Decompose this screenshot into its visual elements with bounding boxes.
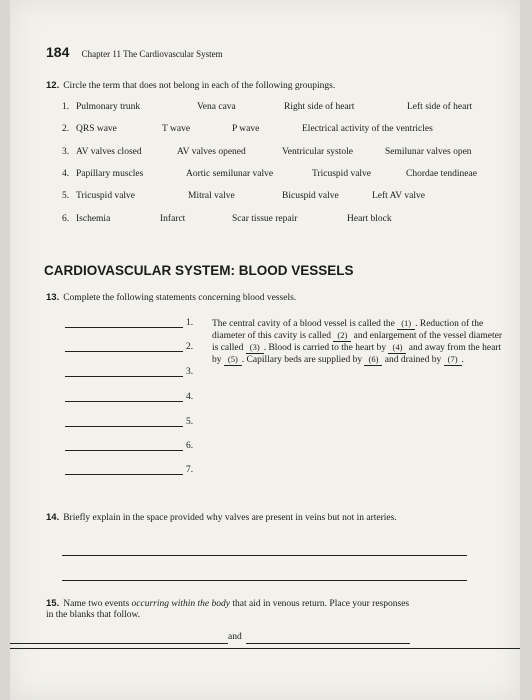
term[interactable]: Pulmonary trunk: [76, 102, 141, 112]
answer-line[interactable]: [246, 643, 410, 644]
term[interactable]: Left AV valve: [372, 191, 425, 201]
paragraph-text: .: [461, 355, 464, 365]
question-text-emphasis: occurring within the body: [131, 599, 230, 609]
page-rule: [10, 648, 520, 649]
blank-number: 1.: [186, 318, 194, 328]
term[interactable]: Infarct: [160, 214, 186, 224]
question-text: Name two events: [63, 599, 132, 609]
question-number: 15.: [46, 598, 60, 609]
answer-blank[interactable]: [65, 367, 183, 377]
grouping-number: 3.: [62, 147, 70, 157]
blank-number: 3.: [186, 367, 194, 377]
question-number: 14.: [46, 512, 60, 523]
grouping-row: [62, 147, 512, 161]
section-title: CARDIOVASCULAR SYSTEM: BLOOD VESSELS: [44, 263, 354, 278]
grouping-number: 2.: [62, 124, 70, 134]
answer-blank[interactable]: [65, 392, 183, 402]
paragraph-text: and enlargement of the vessel diameter is called: [212, 331, 502, 353]
grouping-row: [62, 169, 512, 183]
blank-marker: (2): [333, 330, 351, 342]
answer-blank[interactable]: [65, 441, 183, 451]
term[interactable]: AV valves closed: [76, 147, 142, 157]
paragraph-text: . Reduction of the diameter of this cavity is called: [212, 319, 484, 341]
and-label: and: [228, 632, 242, 642]
question-12-prompt: [46, 80, 335, 91]
paragraph-text: . Capillary beds are supplied by: [241, 355, 365, 365]
term[interactable]: Bicuspid valve: [282, 191, 339, 201]
term[interactable]: Chordae tendineae: [406, 169, 477, 179]
term[interactable]: Vena cava: [197, 102, 236, 112]
term[interactable]: Mitral valve: [188, 191, 235, 201]
grouping-row: [62, 191, 512, 205]
blank-marker: (3): [246, 342, 264, 354]
grouping-number: 4.: [62, 169, 70, 179]
term[interactable]: Electrical activity of the ventricles: [302, 124, 433, 134]
grouping-row: [62, 214, 512, 228]
question-text: Circle the term that does not belong in each of the following groupings.: [63, 81, 336, 91]
paragraph-text: . Blood is carried to the heart by: [263, 343, 389, 353]
term[interactable]: P wave: [232, 124, 260, 134]
blank-marker: (7): [444, 354, 462, 366]
answer-blank[interactable]: [65, 465, 183, 475]
fill-in-paragraph: [212, 318, 502, 366]
question-number: 12.: [46, 80, 60, 91]
grouping-number: 5.: [62, 191, 70, 201]
term[interactable]: Semilunar valves open: [385, 147, 472, 157]
question-14-prompt: [46, 512, 416, 524]
blank-number: 4.: [186, 392, 194, 402]
term[interactable]: Ventricular systole: [282, 147, 353, 157]
term[interactable]: Ischemia: [76, 214, 111, 224]
answer-blank[interactable]: [65, 342, 183, 352]
question-text: Briefly explain in the space provided why valves are present in veins but not in arteries.: [63, 513, 397, 523]
question-text: Complete the following statements concerning blood vessels.: [63, 293, 297, 303]
grouping-row: [62, 124, 512, 138]
page-number: 184: [46, 44, 70, 60]
term[interactable]: AV valves opened: [177, 147, 246, 157]
page-header: [46, 44, 223, 60]
blank-number: 6.: [186, 441, 194, 451]
answer-blank[interactable]: [65, 417, 183, 427]
answer-blank[interactable]: [65, 318, 183, 328]
blank-number: 7.: [186, 465, 194, 475]
blank-number: 5.: [186, 417, 194, 427]
blank-marker: (1): [397, 318, 415, 330]
blank-marker: (4): [388, 342, 406, 354]
paragraph-text: and away from the heart by: [212, 343, 502, 365]
paragraph-text: The central cavity of a blood vessel is called the: [212, 319, 398, 329]
answer-line[interactable]: [62, 580, 467, 581]
answer-line[interactable]: [62, 555, 467, 556]
question-13-prompt: [46, 292, 296, 303]
answer-line[interactable]: [10, 643, 228, 644]
question-15-prompt: [46, 598, 416, 621]
grouping-row: [62, 102, 512, 116]
paragraph-text: and drained by: [382, 355, 444, 365]
term[interactable]: Aortic semilunar valve: [186, 169, 274, 179]
workbook-page: [10, 0, 520, 700]
term[interactable]: QRS wave: [76, 124, 117, 134]
chapter-title: Chapter 11 The Cardiovascular System: [81, 49, 223, 59]
grouping-number: 6.: [62, 214, 70, 224]
term[interactable]: Scar tissue repair: [232, 214, 298, 224]
term[interactable]: Papillary muscles: [76, 169, 144, 179]
term[interactable]: Right side of heart: [284, 102, 355, 112]
term[interactable]: Tricuspid valve: [76, 191, 136, 201]
question-number: 13.: [46, 292, 60, 303]
question-text: that aid in venous return. Place your responses in the blanks that follow.: [46, 599, 410, 620]
blank-marker: (6): [364, 354, 382, 366]
term[interactable]: Left side of heart: [407, 102, 473, 112]
blank-marker: (5): [224, 354, 242, 366]
blank-number: 2.: [186, 342, 194, 352]
term[interactable]: T wave: [162, 124, 191, 134]
term[interactable]: Heart block: [347, 214, 392, 224]
term[interactable]: Tricuspid valve: [312, 169, 372, 179]
grouping-number: 1.: [62, 102, 70, 112]
